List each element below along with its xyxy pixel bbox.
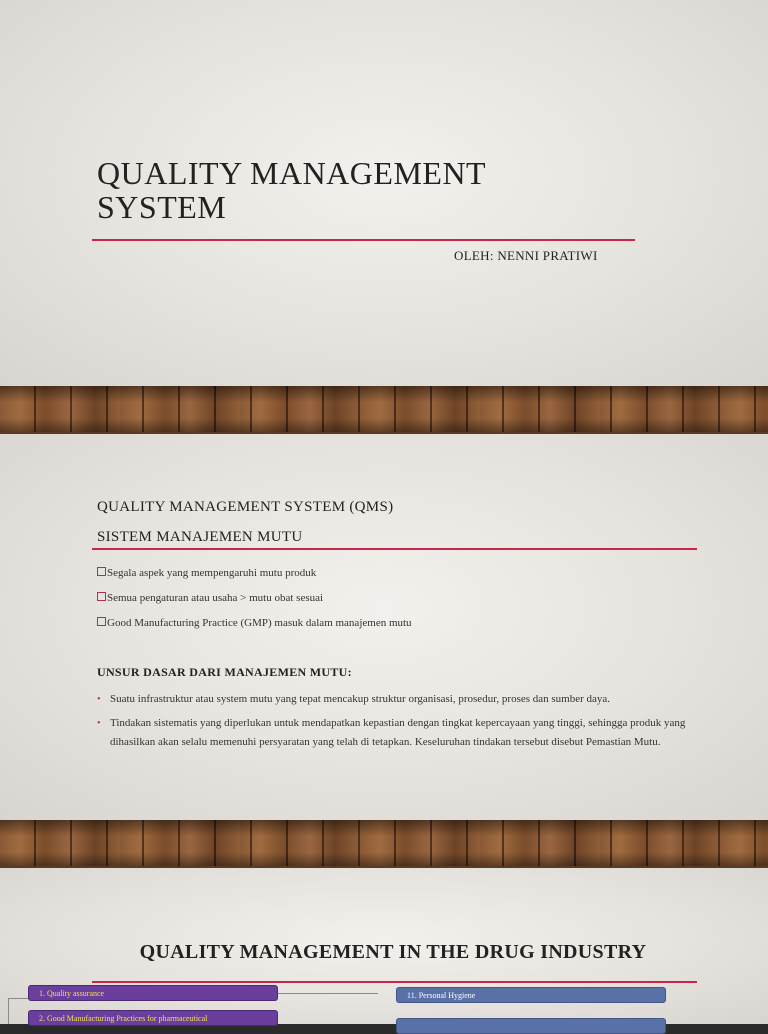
- bullet-item: [97, 714, 697, 752]
- bullet-dot-icon: •: [97, 718, 101, 729]
- connector-line: [8, 998, 9, 1024]
- checklist-item: [97, 617, 412, 629]
- slide-1: [0, 0, 768, 386]
- quality-item-label: 2. Good Manufacturing Practices for pharmaceutical: [39, 1014, 208, 1023]
- checkbox-bullet-icon: [97, 617, 106, 626]
- bullet-item: [97, 690, 697, 709]
- quality-item-11: [396, 987, 666, 1003]
- title-divider: [92, 548, 697, 550]
- quality-item-1: [28, 985, 278, 1001]
- slide-1-title: [97, 156, 617, 224]
- slide-2-subtitle: SISTEM MANAJEMEN MUTU: [97, 529, 303, 545]
- checklist-item-text: Segala aspek yang mempengaruhi mutu produk: [107, 567, 317, 579]
- connector-line: [278, 993, 378, 994]
- checkbox-bullet-icon: [97, 592, 106, 601]
- checklist-item-text: Semua pengaturan atau usaha > mutu obat sesuai: [107, 592, 324, 604]
- bullet-item-text: Suatu infrastruktur atau system mutu yang tepat mencakup struktur organisasi, prosedur, proses dan sumber daya.: [110, 693, 611, 705]
- bullet-item-text: Tindakan sistematis yang diperlukan untuk mendapatkan kepastian dengan tingkat kepercayaan yang tinggi, sehingga produk yang dihasilkan akan selalu memenuhi persyaratan yang telah di tetapkan. Keseluruhan tindakan tersebut disebut Pemastian Mutu.: [110, 717, 686, 748]
- quality-item-next: [396, 1018, 666, 1034]
- wood-floor-2: [0, 820, 768, 866]
- wood-floor-1: [0, 386, 768, 432]
- checklist-item: [97, 567, 316, 579]
- slide-2-title: QUALITY MANAGEMENT SYSTEM (QMS): [97, 499, 394, 515]
- title-divider: [92, 239, 635, 241]
- checklist-item-text: Good Manufacturing Practice (GMP) masuk dalam manajemen mutu: [107, 617, 412, 629]
- slide-3-title: QUALITY MANAGEMENT IN THE DRUG INDUSTRY: [139, 941, 647, 963]
- bullet-dot-icon: •: [97, 694, 101, 705]
- slide-1-title-line-2: SYSTEM: [97, 189, 227, 225]
- quality-item-label: 11. Personal Hygiene: [407, 991, 476, 1000]
- quality-item-label: 1. Quality assurance: [39, 989, 105, 998]
- section-heading: UNSUR DASAR DARI MANAJEMEN MUTU:: [97, 665, 352, 679]
- connector-line: [8, 998, 28, 999]
- title-divider: [92, 981, 697, 983]
- checklist-item: [97, 592, 323, 604]
- checkbox-bullet-icon: [97, 567, 106, 576]
- slide-1-title-line-1: QUALITY MANAGEMENT: [97, 155, 487, 191]
- author-label: OLEH: NENNI PRATIWI: [454, 248, 598, 263]
